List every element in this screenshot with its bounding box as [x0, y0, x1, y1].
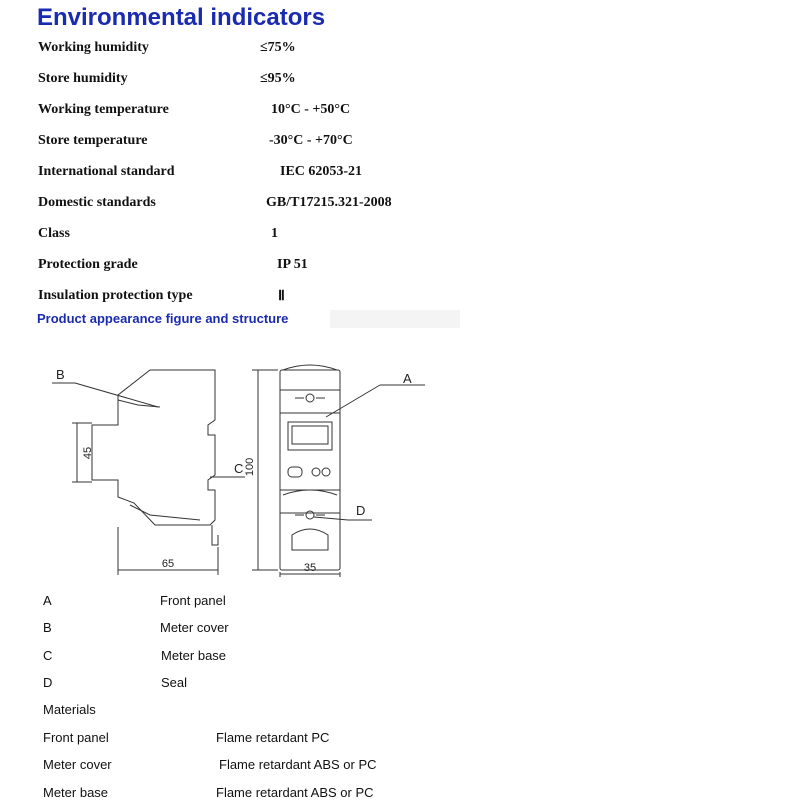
spec-label-insulation-protection-type: Insulation protection type — [38, 288, 193, 303]
spec-label-working-temperature: Working temperature — [38, 102, 169, 117]
spec-value-working-humidity: ≤75% — [260, 40, 296, 55]
spec-value-class: 1 — [271, 226, 278, 241]
dim-35: 35 — [303, 562, 317, 574]
material-meter-cover: Flame retardant ABS or PC — [219, 757, 377, 772]
spec-value-domestic-standards: GB/T17215.321-2008 — [266, 195, 392, 210]
part-name-seal: Seal — [161, 675, 188, 690]
spec-label-store-humidity: Store humidity — [38, 71, 128, 86]
divider-bar — [330, 310, 460, 328]
spec-value-working-temperature: 10°C - +50°C — [271, 102, 351, 117]
section-subtitle: Product appearance figure and structure — [37, 311, 289, 326]
spec-value-international-standard: IEC 62053-21 — [280, 164, 363, 179]
part-key-a: A — [43, 593, 52, 608]
spec-value-store-temperature: -30°C - +70°C — [269, 133, 353, 148]
spec-label-store-temperature: Store temperature — [38, 133, 148, 148]
label-b: B — [56, 367, 65, 382]
spec-label-class: Class — [38, 226, 70, 241]
label-c: C — [234, 461, 244, 476]
part-key-c: C — [43, 648, 53, 663]
material-front-panel: Flame retardant PC — [216, 730, 330, 745]
dim-45: 45 — [82, 446, 94, 460]
spec-label-working-humidity: Working humidity — [38, 40, 149, 55]
part-name-meter-cover: Meter cover — [160, 620, 229, 635]
dim-100: 100 — [244, 457, 256, 477]
spec-label-international-standard: International standard — [38, 164, 175, 179]
materials-heading: Materials — [43, 702, 96, 717]
front-view-outline — [280, 370, 340, 570]
label-a: A — [403, 371, 412, 386]
spec-value-store-humidity: ≤95% — [260, 71, 296, 86]
material-part-front-panel: Front panel — [43, 730, 109, 745]
label-d: D — [356, 503, 366, 518]
material-part-meter-cover: Meter cover — [43, 757, 112, 772]
spec-label-domestic-standards: Domestic standards — [38, 195, 156, 210]
material-part-meter-base: Meter base — [43, 785, 109, 800]
part-name-front-panel: Front panel — [160, 593, 226, 608]
spec-value-protection-grade: IP 51 — [277, 257, 308, 272]
part-key-d: D — [43, 675, 53, 690]
material-meter-base: Flame retardant ABS or PC — [216, 785, 374, 800]
page-title: Environmental indicators — [37, 4, 326, 31]
product-structure-diagram — [30, 355, 430, 580]
part-name-meter-base: Meter base — [161, 648, 227, 663]
spec-value-insulation-protection-type: Ⅱ — [278, 289, 285, 304]
spec-label-protection-grade: Protection grade — [38, 257, 138, 272]
part-key-b: B — [43, 620, 52, 635]
dim-65: 65 — [161, 558, 175, 570]
